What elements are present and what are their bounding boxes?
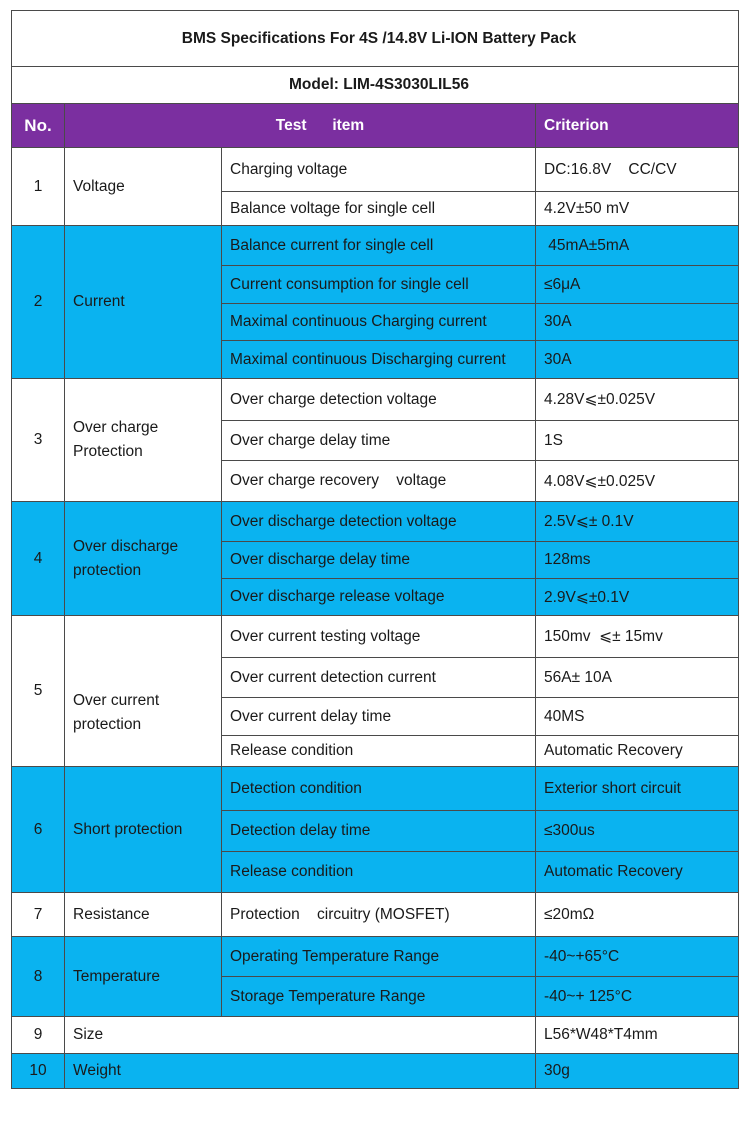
criterion-cell: 4.08V⩽±0.025V xyxy=(536,461,739,502)
row-number: 2 xyxy=(12,226,65,379)
header-criterion: Criterion xyxy=(536,104,739,148)
test-item-cell: Over current detection current xyxy=(222,658,536,698)
test-item-cell: Over discharge detection voltage xyxy=(222,502,536,542)
test-item-cell: Maximal continuous Discharging current xyxy=(222,341,536,379)
criterion-cell: 128ms xyxy=(536,542,739,579)
test-item-cell: Protection circuitry (MOSFET) xyxy=(222,893,536,937)
test-item-cell: Balance voltage for single cell xyxy=(222,192,536,226)
category-cell: Short protection xyxy=(65,767,222,893)
table-row xyxy=(12,502,739,542)
row-number: 7 xyxy=(12,893,65,937)
table-row xyxy=(12,226,739,266)
test-item-cell: Operating Temperature Range xyxy=(222,937,536,977)
test-item-cell: Detection delay time xyxy=(222,811,536,852)
criterion-cell: 30g xyxy=(536,1054,739,1089)
table-row xyxy=(12,893,739,937)
row-number: 6 xyxy=(12,767,65,893)
row-number: 1 xyxy=(12,148,65,226)
criterion-cell: ≤6μA xyxy=(536,266,739,304)
test-item-cell: Maximal continuous Charging current xyxy=(222,304,536,341)
test-item-cell: Over discharge delay time xyxy=(222,542,536,579)
criterion-cell: 2.9V⩽±0.1V xyxy=(536,579,739,616)
category-cell: Size xyxy=(65,1017,536,1054)
criterion-cell: -40~+ 125°C xyxy=(536,977,739,1017)
row-number: 8 xyxy=(12,937,65,1017)
criterion-cell: ≤20mΩ xyxy=(536,893,739,937)
test-item-cell: Balance current for single cell xyxy=(222,226,536,266)
category-cell: Over charge Protection xyxy=(65,379,222,502)
criterion-cell: 1S xyxy=(536,421,739,461)
model-number: Model: LIM-4S3030LIL56 xyxy=(12,67,739,104)
criterion-cell: Automatic Recovery xyxy=(536,852,739,893)
criterion-cell: L56*W48*T4mm xyxy=(536,1017,739,1054)
spec-table xyxy=(11,10,739,1089)
document-title: BMS Specifications For 4S /14.8V Li-ION Battery Pack xyxy=(12,11,739,67)
category-cell: Weight xyxy=(65,1054,536,1089)
category-cell: Resistance xyxy=(65,893,222,937)
criterion-cell: 30A xyxy=(536,304,739,341)
criterion-cell: 4.2V±50 mV xyxy=(536,192,739,226)
table-row xyxy=(12,767,739,811)
table-row xyxy=(12,1017,739,1054)
test-item-cell: Detection condition xyxy=(222,767,536,811)
criterion-cell: ≤300us xyxy=(536,811,739,852)
test-item-cell: Over current delay time xyxy=(222,698,536,736)
table-row xyxy=(12,1054,739,1089)
test-item-cell: Over charge recovery voltage xyxy=(222,461,536,502)
row-number: 5 xyxy=(12,616,65,767)
test-item-cell: Release condition xyxy=(222,852,536,893)
header-test-item: Test item xyxy=(65,104,536,148)
row-number: 3 xyxy=(12,379,65,502)
criterion-cell: 45mA±5mA xyxy=(536,226,739,266)
header-no: No. xyxy=(12,104,65,148)
row-number: 4 xyxy=(12,502,65,616)
criterion-cell: 56A± 10A xyxy=(536,658,739,698)
test-item-cell: Over discharge release voltage xyxy=(222,579,536,616)
test-item-cell: Over charge detection voltage xyxy=(222,379,536,421)
criterion-cell: 2.5V⩽± 0.1V xyxy=(536,502,739,542)
category-cell: Temperature xyxy=(65,937,222,1017)
criterion-cell: Exterior short circuit xyxy=(536,767,739,811)
test-item-cell: Charging voltage xyxy=(222,148,536,192)
table-row xyxy=(12,148,739,192)
criterion-cell: 40MS xyxy=(536,698,739,736)
test-item-cell: Current consumption for single cell xyxy=(222,266,536,304)
row-number: 9 xyxy=(12,1017,65,1054)
criterion-cell: Automatic Recovery xyxy=(536,736,739,767)
test-item-cell: Storage Temperature Range xyxy=(222,977,536,1017)
test-item-cell: Over charge delay time xyxy=(222,421,536,461)
criterion-cell: 150mv ⩽± 15mv xyxy=(536,616,739,658)
criterion-cell: -40~+65°C xyxy=(536,937,739,977)
test-item-cell: Over current testing voltage xyxy=(222,616,536,658)
criterion-cell: 4.28V⩽±0.025V xyxy=(536,379,739,421)
criterion-cell: DC:16.8V CC/CV xyxy=(536,148,739,192)
table-row xyxy=(12,379,739,421)
category-cell: Over current protection xyxy=(65,616,222,767)
test-item-cell: Release condition xyxy=(222,736,536,767)
category-cell: Voltage xyxy=(65,148,222,226)
category-cell: Over discharge protection xyxy=(65,502,222,616)
row-number: 10 xyxy=(12,1054,65,1089)
criterion-cell: 30A xyxy=(536,341,739,379)
table-row xyxy=(12,937,739,977)
category-cell: Current xyxy=(65,226,222,379)
table-row xyxy=(12,616,739,658)
